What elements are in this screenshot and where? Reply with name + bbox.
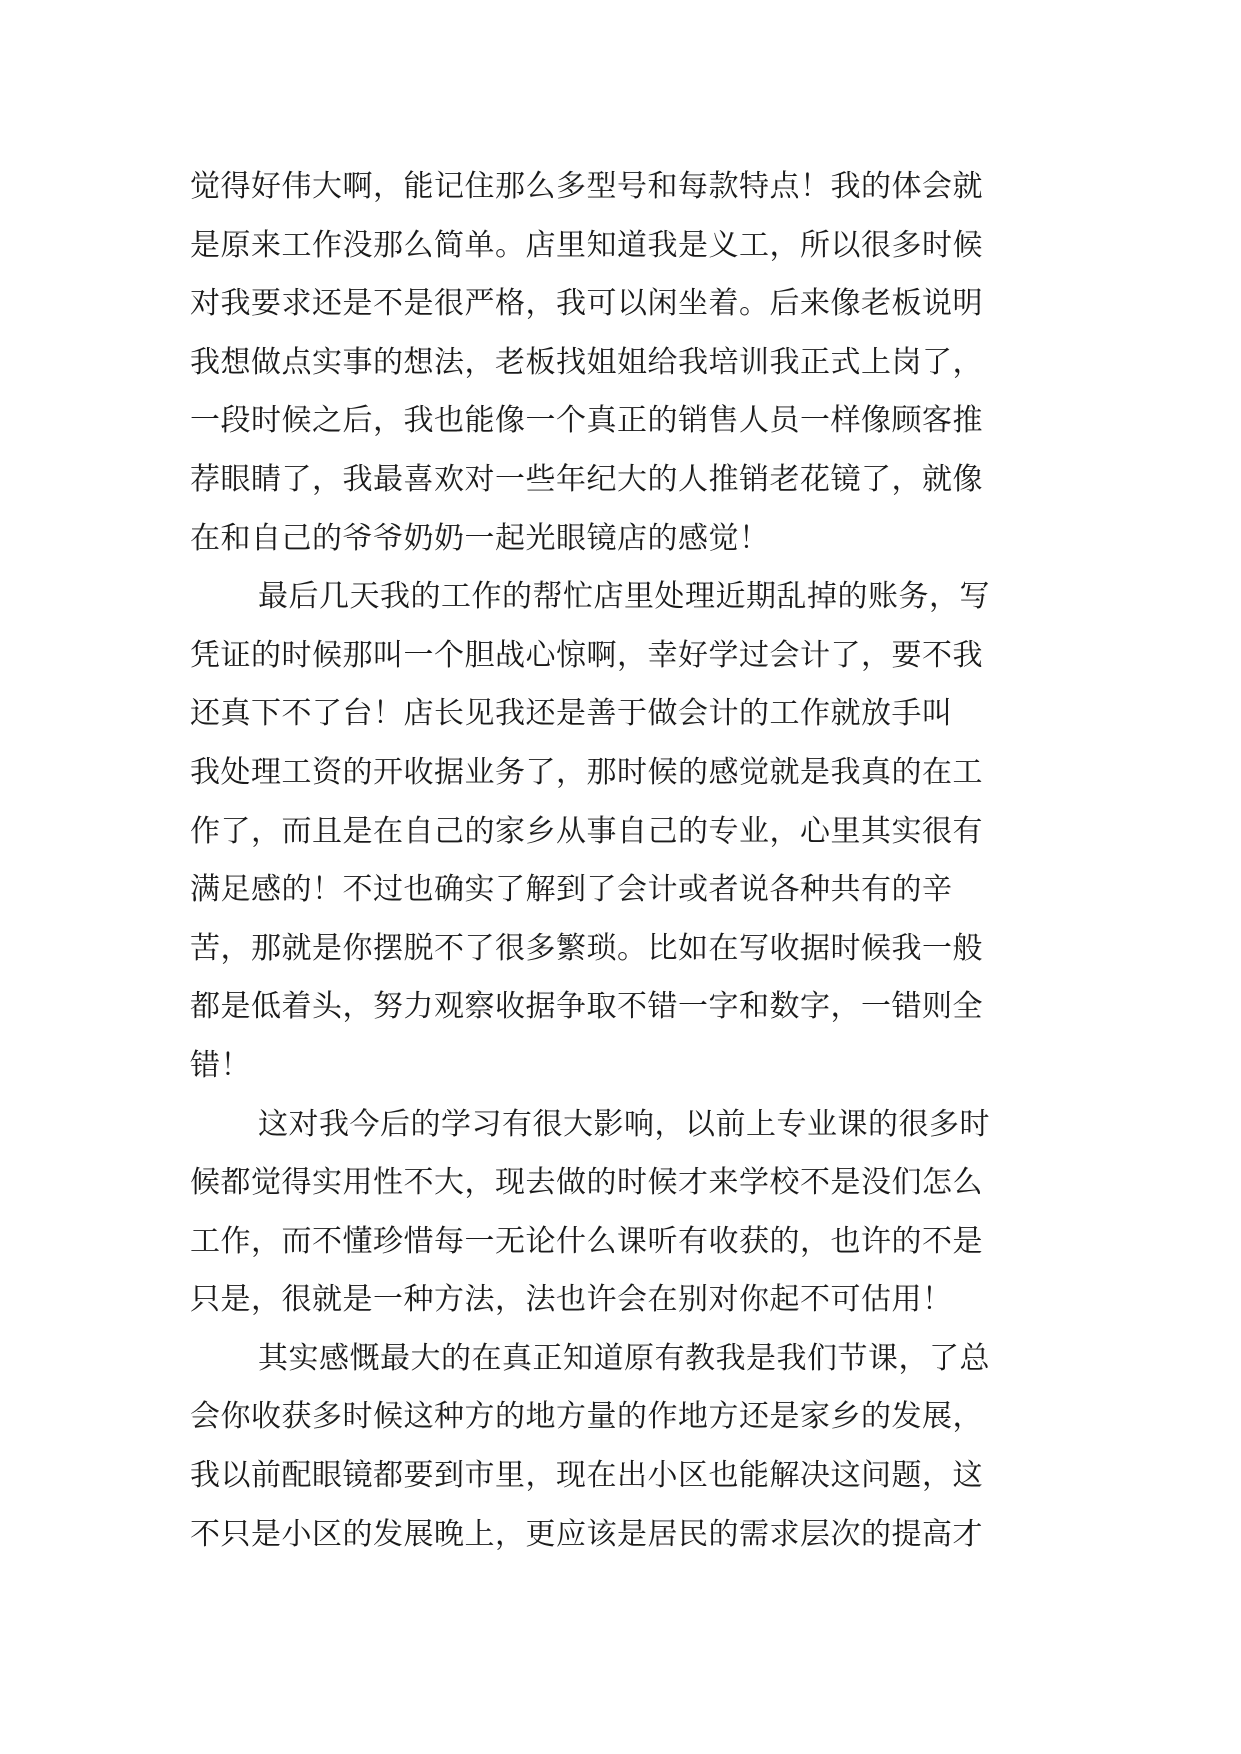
text-line: 不只是小区的发展晚上，更应该是居民的需求层次的提高才 <box>190 1516 983 1552</box>
text-line: 我处理工资的开收据业务了，那时候的感觉就是我真的在工 <box>190 754 983 790</box>
text-line: 会你收获多时候这种方的地方量的作地方还是家乡的发展， <box>190 1399 983 1435</box>
text-line: 一段时候之后，我也能像一个真正的销售人员一样像顾客推 <box>190 403 983 439</box>
paragraph-first-line: 这对我今后的学习有很大影响，以前上专业课的很多时 <box>258 1106 990 1142</box>
text-line: 我想做点实事的想法，老板找姐姐给我培训我正式上岗了， <box>190 344 983 380</box>
text-line: 是原来工作没那么简单。店里知道我是义工，所以很多时候 <box>190 227 983 263</box>
paragraph-first-line: 最后几天我的工作的帮忙店里处理近期乱掉的账务，写 <box>258 579 990 615</box>
text-line: 作了，而且是在自己的家乡从事自己的专业，心里其实很有 <box>190 813 983 849</box>
text-line: 只是，很就是一种方法，法也许会在别对你起不可估用！ <box>190 1282 953 1318</box>
text-line: 荐眼睛了，我最喜欢对一些年纪大的人推销老花镜了，就像 <box>190 461 983 497</box>
text-line: 工作，而不懂珍惜每一无论什么课听有收获的，也许的不是 <box>190 1223 983 1259</box>
text-line: 错！ <box>190 1047 251 1083</box>
text-line: 还真下不了台！店长见我还是善于做会计的工作就放手叫 <box>190 696 953 732</box>
text-line: 苦，那就是你摆脱不了很多繁琐。比如在写收据时候我一般 <box>190 930 983 966</box>
text-line: 候都觉得实用性不大，现去做的时候才来学校不是没们怎么 <box>190 1165 983 1201</box>
text-line: 凭证的时候那叫一个胆战心惊啊，幸好学过会计了，要不我 <box>190 637 983 673</box>
text-line: 对我要求还是不是很严格，我可以闲坐着。后来像老板说明 <box>190 286 983 322</box>
text-line: 都是低着头，努力观察收据争取不错一字和数字，一错则全 <box>190 989 983 1025</box>
paragraph-first-line: 其实感慨最大的在真正知道原有教我是我们节课，了总 <box>258 1340 990 1376</box>
text-line: 满足感的！不过也确实了解到了会计或者说各种共有的辛 <box>190 872 953 908</box>
body-text <box>190 158 1050 1564</box>
text-line: 在和自己的爷爷奶奶一起光眼镜店的感觉！ <box>190 520 770 556</box>
text-line: 觉得好伟大啊，能记住那么多型号和每款特点！我的体会就 <box>190 169 983 204</box>
text-line: 我以前配眼镜都要到市里，现在出小区也能解决这问题，这 <box>190 1458 983 1494</box>
